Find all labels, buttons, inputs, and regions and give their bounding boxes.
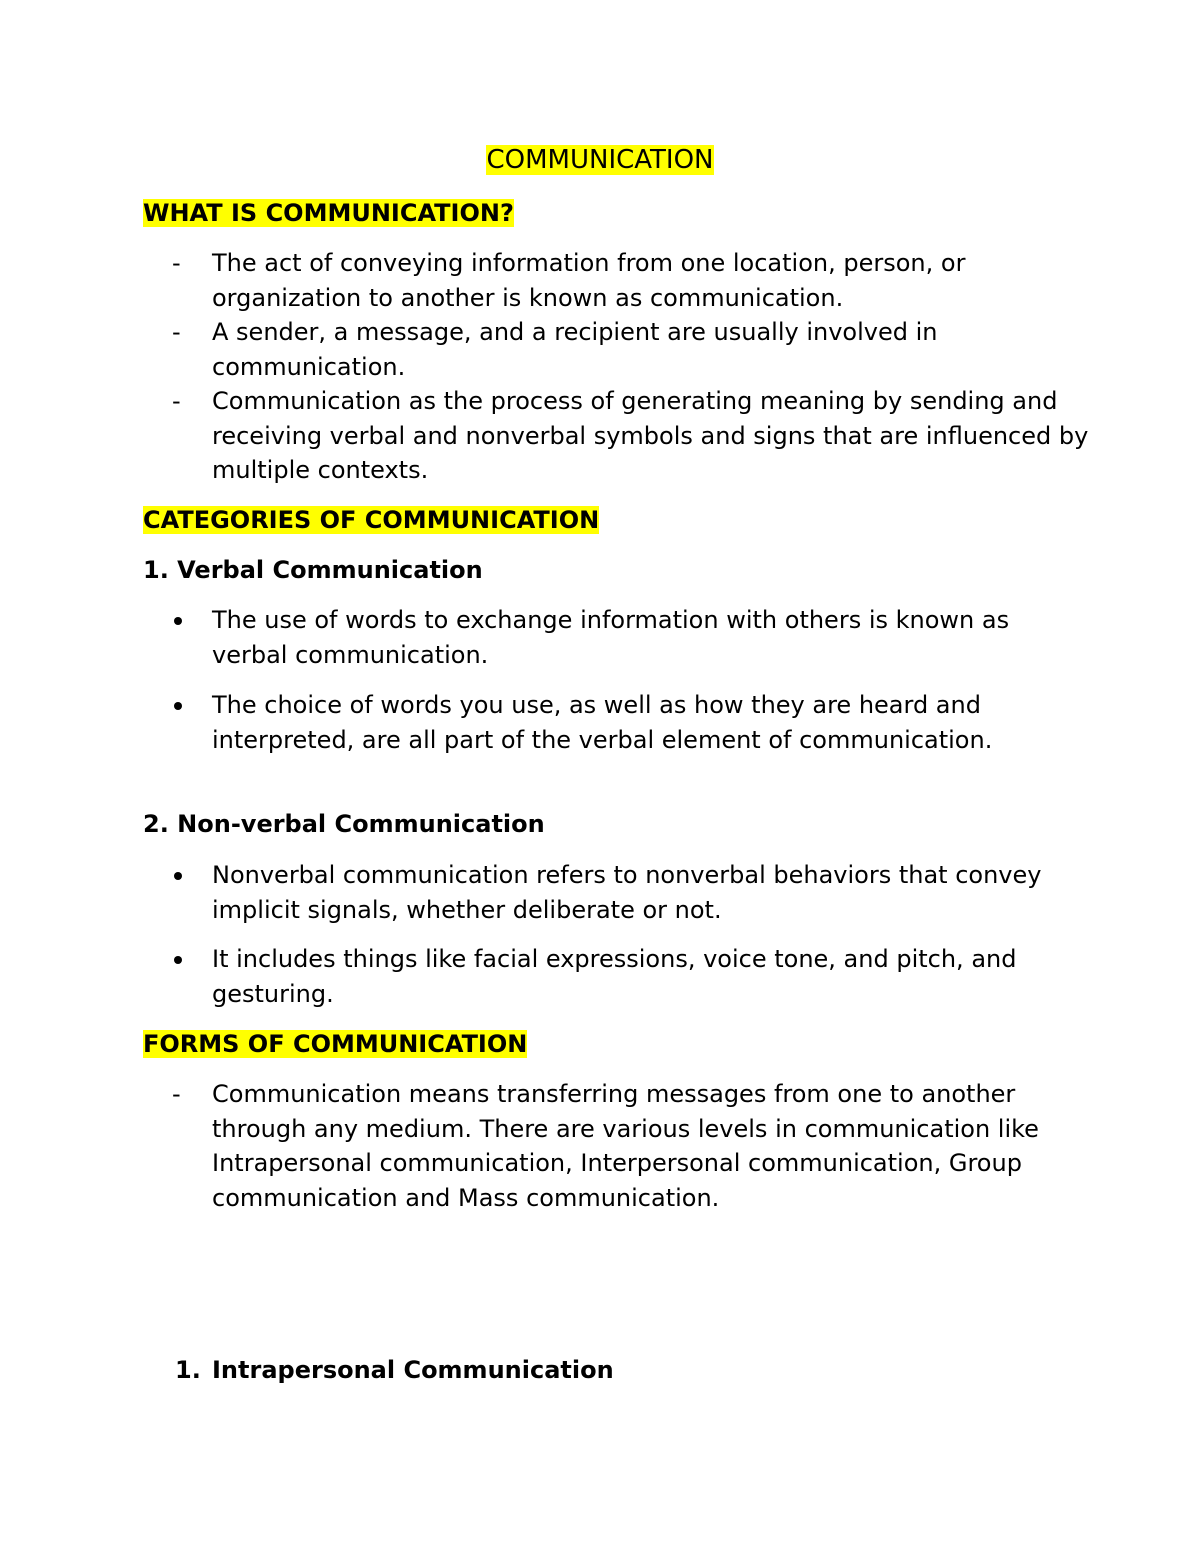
section-heading-categories xyxy=(143,503,599,537)
section-heading-text: FORMS OF COMMUNICATION xyxy=(143,1030,528,1058)
document-title xyxy=(0,142,1200,178)
numbered-item-number: 1. xyxy=(175,1356,201,1384)
section-heading-text: CATEGORIES OF COMMUNICATION xyxy=(143,506,600,534)
section-heading-forms xyxy=(143,1027,527,1061)
bullet-icon xyxy=(174,956,182,964)
list-item: The use of words to exchange information with others is known as verbal communication. xyxy=(212,606,1010,669)
section-heading-text: WHAT IS COMMUNICATION? xyxy=(143,199,514,227)
list-item: Communication means transferring messages from one to another through any medium. There are various levels in communication like Intrapersonal communication, Interpersonal communication, Group communication and Mass communication. xyxy=(212,1080,1039,1212)
subheading-verbal: 1. Verbal Communication xyxy=(143,556,483,584)
section-heading-what-is xyxy=(143,196,514,230)
dash-marker: - xyxy=(172,318,181,346)
document-title-text: COMMUNICATION xyxy=(486,145,714,175)
bullet-icon xyxy=(174,872,182,880)
list-item: Nonverbal communication refers to nonverbal behaviors that convey implicit signals, whether deliberate or not. xyxy=(212,861,1042,924)
dash-marker: - xyxy=(172,249,181,277)
list-item: The choice of words you use, as well as how they are heard and interpreted, are all part of the verbal element of communication. xyxy=(212,691,993,754)
subheading-nonverbal: 2. Non-verbal Communication xyxy=(143,810,545,838)
dash-marker: - xyxy=(172,1080,181,1108)
list-item: A sender, a message, and a recipient are usually involved in communication. xyxy=(212,318,938,381)
list-item: Communication as the process of generating meaning by sending and receiving verbal and nonverbal symbols and signs that are influenced by multiple contexts. xyxy=(212,387,1089,484)
bullet-icon xyxy=(174,617,182,625)
dash-marker: - xyxy=(172,387,181,415)
bullet-icon xyxy=(174,702,182,710)
list-item: The act of conveying information from one location, person, or organization to another is known as communication. xyxy=(212,249,966,312)
numbered-item-label: Intrapersonal Communication xyxy=(212,1356,614,1384)
list-item: It includes things like facial expressions, voice tone, and pitch, and gesturing. xyxy=(212,945,1017,1008)
